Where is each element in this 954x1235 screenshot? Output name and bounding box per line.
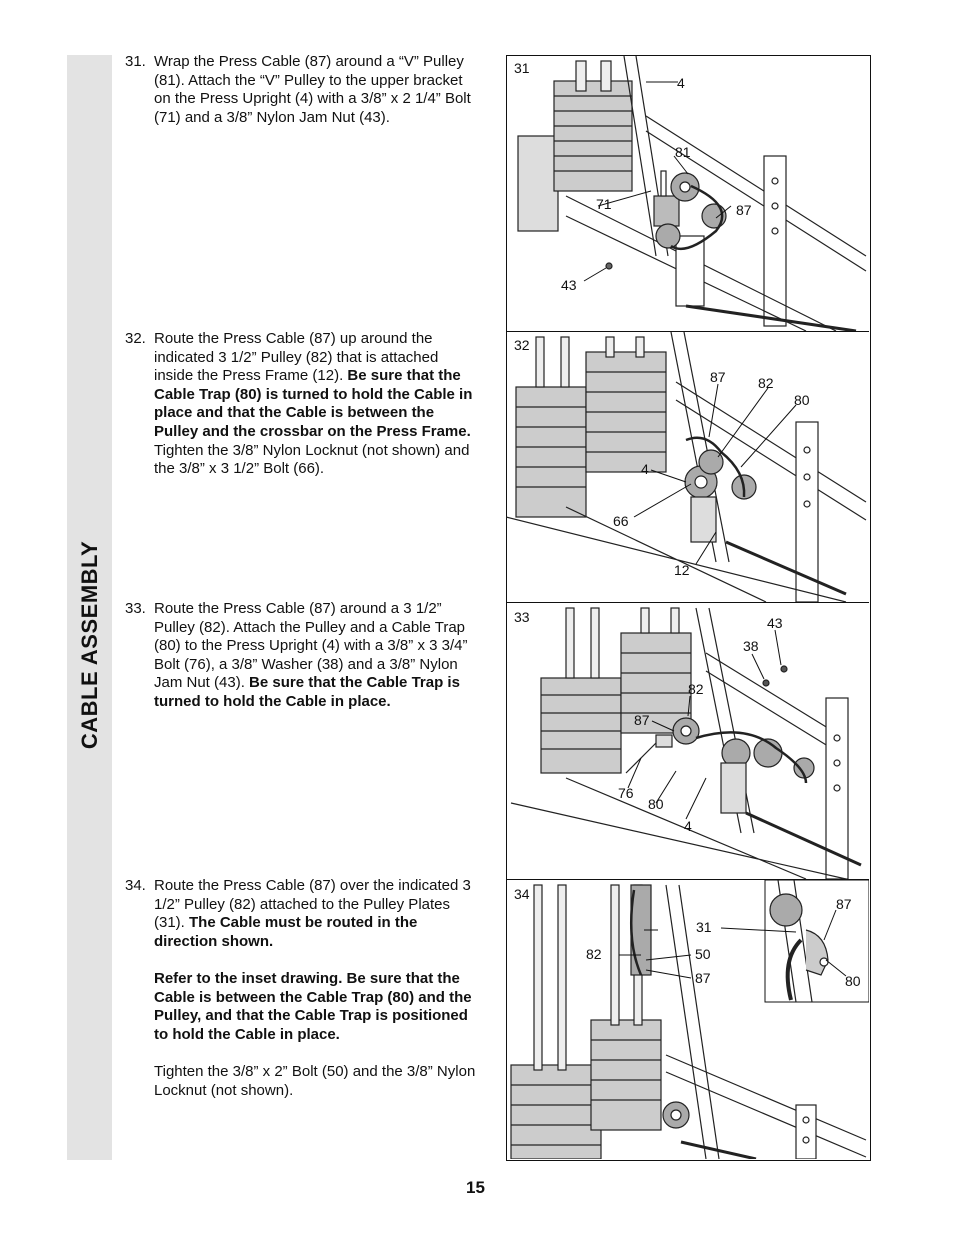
- step-paragraph: [154, 330, 480, 479]
- callout-label: 4: [684, 818, 692, 834]
- step-number: 31.: [125, 53, 146, 70]
- figure-number: 31: [514, 60, 530, 76]
- bold-text: Be sure that the Cable Trap (80) is turned to hold the Cable in place and that the Cable is between the Pulley and the crossbar on the Press Frame.: [154, 367, 473, 440]
- callout-label: 43: [561, 277, 577, 293]
- callout-label: 81: [675, 144, 691, 160]
- callout-label: 87: [634, 712, 650, 728]
- callout-label: 31: [696, 919, 712, 935]
- figure-32: [506, 332, 869, 603]
- bold-text: The Cable must be routed in the direction shown.: [154, 914, 418, 950]
- figure-31: [506, 56, 869, 332]
- step-number: 34.: [125, 877, 146, 894]
- step-paragraph: [154, 970, 480, 1044]
- step-number: 33.: [125, 600, 146, 617]
- callout-label: 80: [845, 973, 861, 989]
- text: Wrap the Press Cable (87) around a “V” Pulley (81). Attach the “V” Pulley to the upper bracket on the Press Upright (4) with a 3/8” x 2 1/4” Bolt (71) and a 3/8” Nylon Jam Nut (43).: [154, 53, 471, 126]
- section-title: CABLE ASSEMBLY: [76, 540, 102, 750]
- page-number: 15: [466, 1178, 485, 1197]
- text: Route the Press Cable (87) around a 3 1/2” Pulley (82). Attach the Pulley and a Cable Trap (80) to the Press Upright (4) with a 3/8” x 3 3/4” Bolt (76), a 3/8” Washer (38) and a 3/8” Nylon Jam Nut (43).: [154, 600, 468, 692]
- callout-label: 87: [695, 970, 711, 986]
- step-body: [154, 877, 480, 1100]
- callout-label: 80: [648, 796, 664, 812]
- text: Tighten the 3/8” x 2” Bolt (50) and the 3/8” Nylon Locknut (not shown).: [154, 1062, 476, 1099]
- callout-label: 87: [836, 896, 852, 912]
- figure-34: [506, 880, 869, 1159]
- step-number: 32.: [125, 330, 146, 347]
- callout-label: 50: [695, 946, 711, 962]
- bold-text: Refer to the inset drawing. Be sure that the Cable is between the Cable Trap (80) and the Pulley, and that the Cable Trap is positioned to hold the Cable in place.: [154, 969, 472, 1043]
- callout-label: 4: [641, 461, 649, 477]
- callout-label: 82: [758, 375, 774, 391]
- figure-number: 33: [514, 609, 530, 625]
- section-title-container: [67, 55, 112, 1160]
- figure-31-drawing: [506, 56, 869, 331]
- callout-label: 66: [613, 513, 629, 529]
- callout-label: 82: [688, 681, 704, 697]
- step-33: [125, 600, 480, 712]
- callout-label: 80: [794, 392, 810, 408]
- step-32: [125, 330, 480, 479]
- callout-label: 38: [743, 638, 759, 654]
- text: Route the Press Cable (87) over the indicated 3 1/2” Pulley (82) attached to the Pulley Plates (31).: [154, 877, 471, 932]
- step-paragraph: [154, 600, 480, 712]
- callout-label: 43: [767, 615, 783, 631]
- step-body: [154, 53, 480, 127]
- figure-34-drawing: [506, 880, 869, 1159]
- step-paragraph: [154, 1063, 480, 1100]
- text: Route the Press Cable (87) up around the indicated 3 1/2” Pulley (82) that is attached inside the Press Frame (12).: [154, 330, 439, 385]
- callout-label: 71: [596, 196, 612, 212]
- step-paragraph: [154, 53, 480, 127]
- figure-number: 32: [514, 337, 530, 353]
- step-body: [154, 600, 480, 712]
- step-paragraph: [154, 877, 480, 951]
- text: Tighten the 3/8” Nylon Locknut (not shown) and the 3/8” x 3 1/2” Bolt (66).: [154, 441, 470, 478]
- figure-number: 34: [514, 886, 530, 902]
- callout-label: 82: [586, 946, 602, 962]
- bold-text: Be sure that the Cable Trap is turned to hold the Cable in place.: [154, 674, 460, 710]
- figure-33-drawing: [506, 603, 869, 879]
- figure-32-drawing: [506, 332, 869, 602]
- figure-33: [506, 603, 869, 880]
- step-34: [125, 877, 480, 1100]
- step-31: [125, 53, 480, 127]
- callout-label: 76: [618, 785, 634, 801]
- callout-label: 4: [677, 75, 685, 91]
- callout-label: 87: [710, 369, 726, 385]
- step-body: [154, 330, 480, 479]
- callout-label: 12: [674, 562, 690, 578]
- callout-label: 87: [736, 202, 752, 218]
